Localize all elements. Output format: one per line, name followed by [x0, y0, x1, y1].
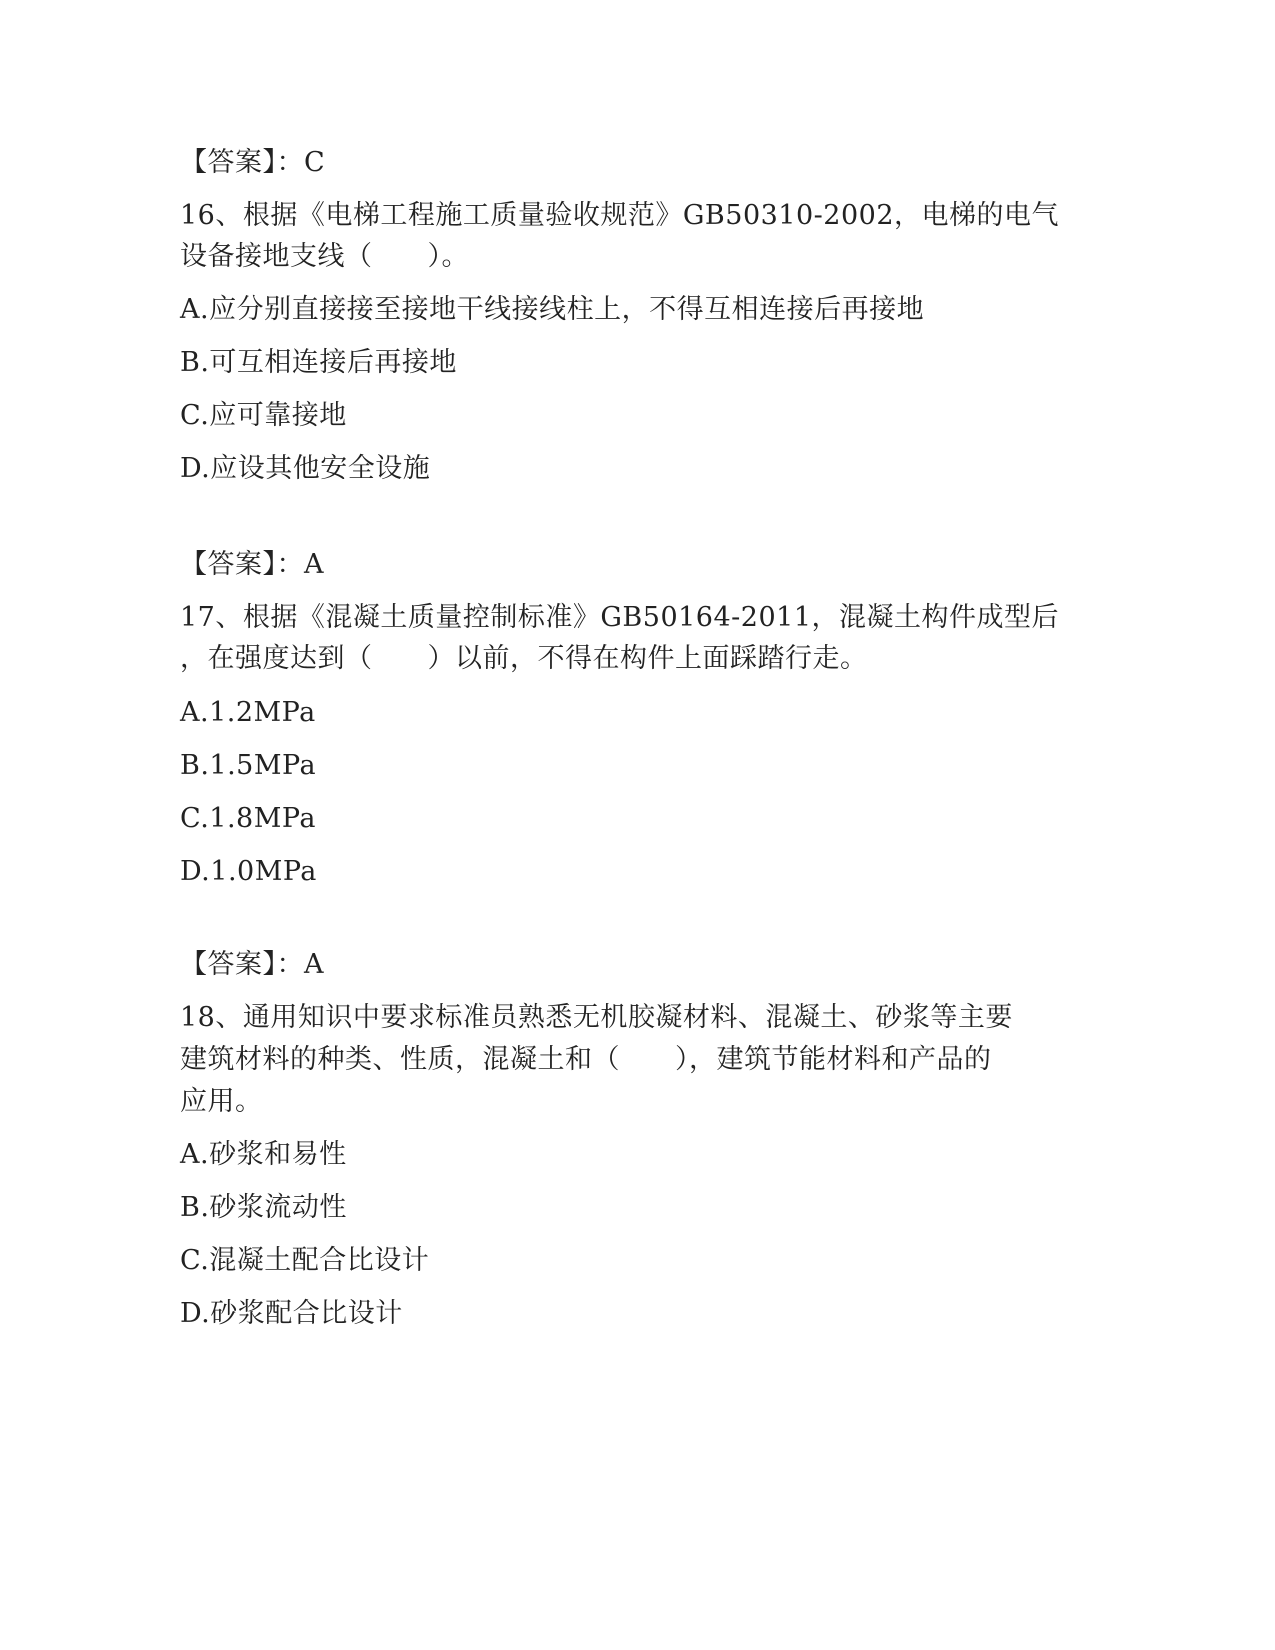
- question-16-stem-line-1: 16、根据《电梯工程施工质量验收规范》GB50310-2002，电梯的电气: [180, 200, 1059, 231]
- question-16-option-d: D.应设其他安全设施: [180, 453, 431, 484]
- question-18-option-b: B.砂浆流动性: [180, 1192, 347, 1223]
- answer-15: 【答案】：C: [180, 147, 326, 178]
- question-18-stem-line-3: 应用。: [180, 1086, 263, 1117]
- question-17-stem-line-2: ，在强度达到（ ）以前，不得在构件上面踩踏行走。: [180, 643, 868, 674]
- question-16-option-c: C.应可靠接地: [180, 400, 347, 431]
- question-16-option-b: B.可互相连接后再接地: [180, 347, 457, 378]
- question-18-option-a: A.砂浆和易性: [180, 1139, 347, 1170]
- question-16-option-a: A.应分别直接接至接地干线接线柱上，不得互相连接后再接地: [180, 294, 925, 325]
- answer-17: 【答案】：A: [180, 949, 324, 980]
- question-17-option-d: D.1.0MPa: [180, 856, 317, 887]
- question-17-option-c: C.1.8MPa: [180, 803, 316, 834]
- question-17-option-b: B.1.5MPa: [180, 750, 317, 781]
- question-18-option-d: D.砂浆配合比设计: [180, 1298, 403, 1329]
- question-17-stem-line-1: 17、根据《混凝土质量控制标准》GB50164-2011，混凝土构件成型后: [180, 602, 1059, 633]
- question-18-stem-line-2: 建筑材料的种类、性质，混凝土和（ ），建筑节能材料和产品的: [180, 1044, 992, 1075]
- question-16-stem-line-2: 设备接地支线（ ）。: [180, 241, 469, 272]
- question-18-stem-line-1: 18、通用知识中要求标准员熟悉无机胶凝材料、混凝土、砂浆等主要: [180, 1002, 1013, 1033]
- answer-16: 【答案】：A: [180, 549, 324, 580]
- question-17-option-a: A.1.2MPa: [180, 697, 316, 728]
- question-18-option-c: C.混凝土配合比设计: [180, 1245, 430, 1276]
